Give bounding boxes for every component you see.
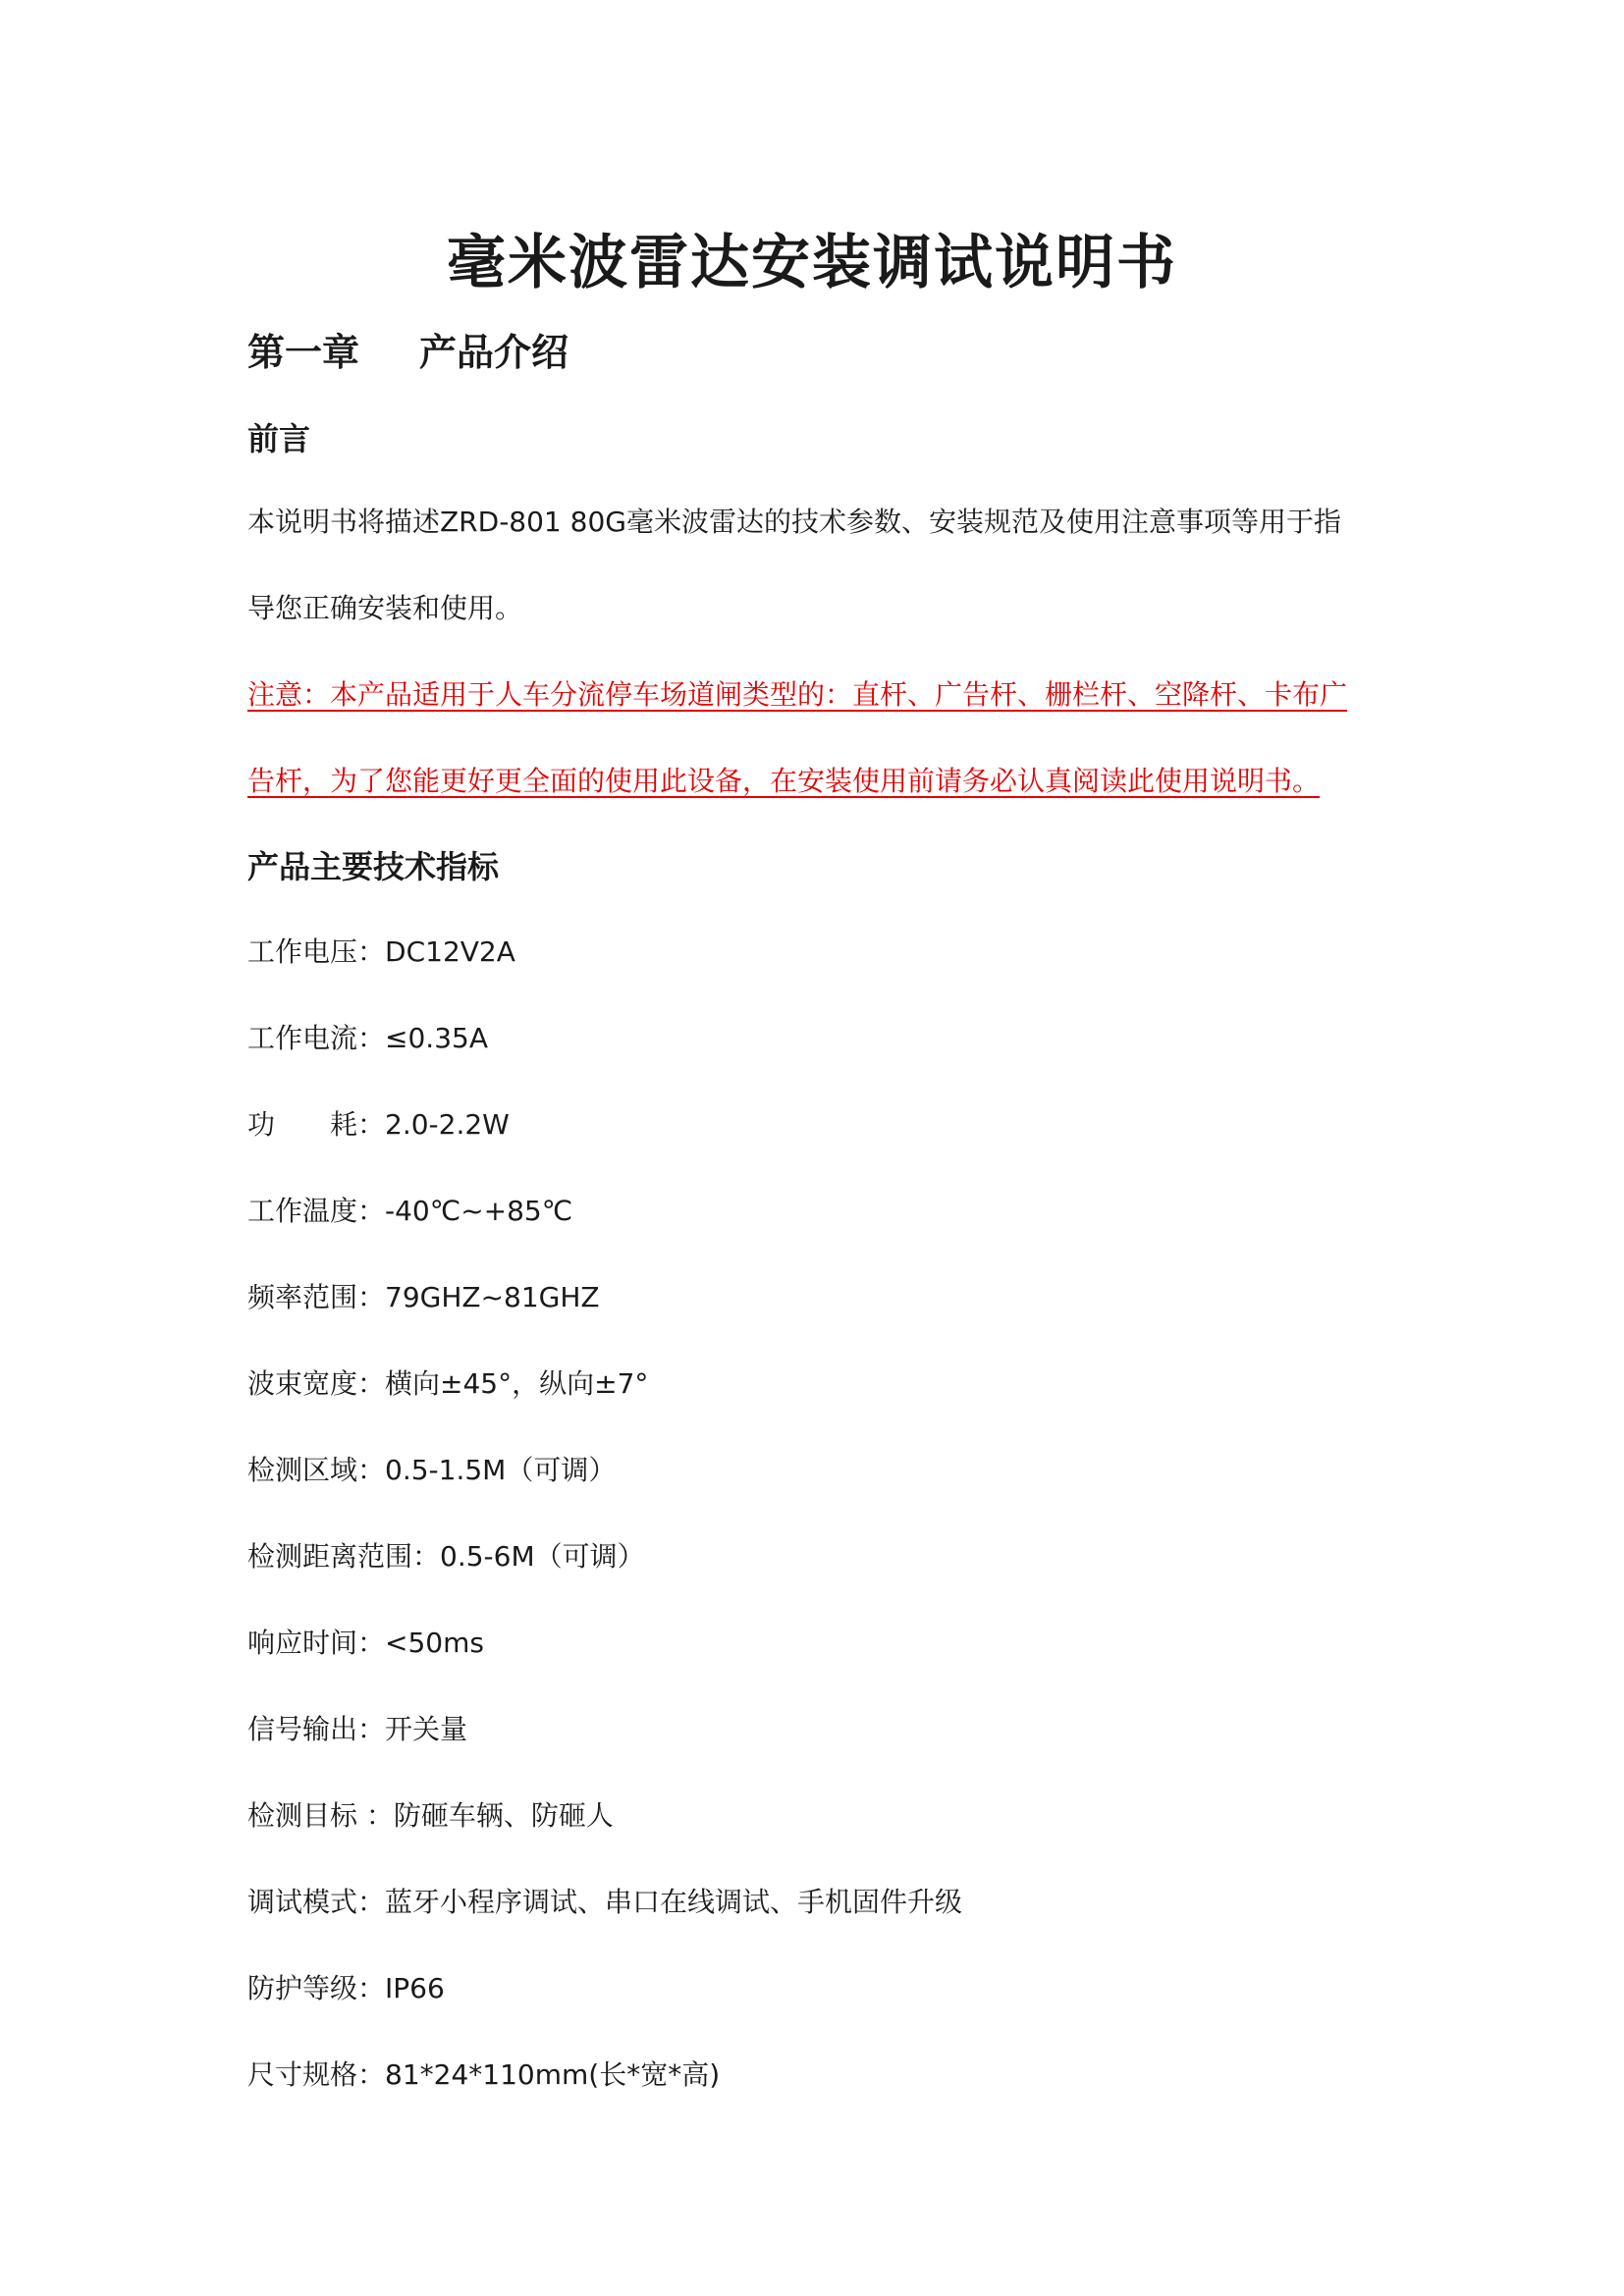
chapter-heading <box>247 322 568 376</box>
preface-line-1: 本说明书将描述ZRD-801 80G毫米波雷达的技术参数、安装规范及使用注意事项等用于指 <box>247 506 1341 538</box>
spec-label: 防护等级： <box>247 1972 386 2004</box>
spec-value: 开关量 <box>385 1713 468 1745</box>
spec-value: <50ms <box>385 1627 484 1659</box>
spec-item-power <box>247 1103 510 1143</box>
spec-value: 0.5-1.5M（可调） <box>385 1454 617 1486</box>
document-title: 毫米波雷达安装调试说明书 <box>447 229 1177 297</box>
chapter-name: 产品介绍 <box>419 331 569 374</box>
spec-value: 0.5-6M（可调） <box>440 1540 645 1573</box>
spec-value: ≤0.35A <box>385 1022 488 1054</box>
spec-label: 工作温度： <box>247 1195 386 1227</box>
spec-value: 79GHZ~81GHZ <box>385 1281 600 1313</box>
spec-label: 检测距离范围： <box>247 1540 441 1573</box>
spec-item-response-time <box>247 1622 484 1661</box>
spec-item-dimensions <box>247 2054 720 2093</box>
spec-item-protection-level <box>247 1967 445 2006</box>
chapter-number: 第一章 <box>247 331 360 374</box>
spec-item-detection-target <box>247 1794 614 1834</box>
spec-label: 尺寸规格： <box>247 2058 386 2091</box>
spec-label: 功 耗： <box>247 1108 386 1141</box>
spec-value: 防砸车辆、防砸人 <box>393 1799 614 1832</box>
spec-label: 调试模式： <box>247 1886 386 1918</box>
spec-label: 信号输出： <box>247 1713 386 1745</box>
spec-item-temperature <box>247 1190 572 1229</box>
spec-item-signal-output <box>247 1708 467 1747</box>
spec-label: 波束宽度： <box>247 1367 386 1400</box>
spec-label: 工作电压： <box>247 935 386 968</box>
notice-line-2: 告杆，为了您能更好更全面的使用此设备，在安装使用前请务必认真阅读此使用说明书。 <box>247 765 1321 797</box>
spec-item-debug-mode <box>247 1881 962 1920</box>
spec-value: -40℃~+85℃ <box>385 1195 573 1227</box>
preface-heading: 前言 <box>247 420 311 457</box>
spec-value: 横向±45°，纵向±7° <box>385 1367 649 1400</box>
spec-value: DC12V2A <box>385 935 515 968</box>
spec-item-voltage <box>247 931 515 970</box>
spec-item-beam-width <box>247 1362 648 1402</box>
spec-label: 响应时间： <box>247 1627 386 1659</box>
spec-item-current <box>247 1017 488 1056</box>
specs-heading: 产品主要技术指标 <box>247 848 500 885</box>
spec-value: 2.0-2.2W <box>385 1108 510 1141</box>
spec-label: 检测目标 ： <box>247 1799 394 1832</box>
spec-value: 蓝牙小程序调试、串口在线调试、手机固件升级 <box>385 1886 963 1918</box>
spec-value: 81*24*110mm(长*宽*高) <box>385 2058 721 2091</box>
spec-label: 工作电流： <box>247 1022 386 1054</box>
spec-label: 频率范围： <box>247 1281 386 1313</box>
notice-line-1: 注意：本产品适用于人车分流停车场道闸类型的：直杆、广告杆、栅栏杆、空降杆、卡布广 <box>247 678 1348 711</box>
spec-item-detection-range <box>247 1535 645 1575</box>
spec-item-frequency <box>247 1276 600 1315</box>
spec-value: IP66 <box>385 1972 445 2004</box>
spec-item-detection-zone <box>247 1449 616 1488</box>
preface-line-2: 导您正确安装和使用。 <box>247 592 523 624</box>
spec-label: 检测区域： <box>247 1454 386 1486</box>
